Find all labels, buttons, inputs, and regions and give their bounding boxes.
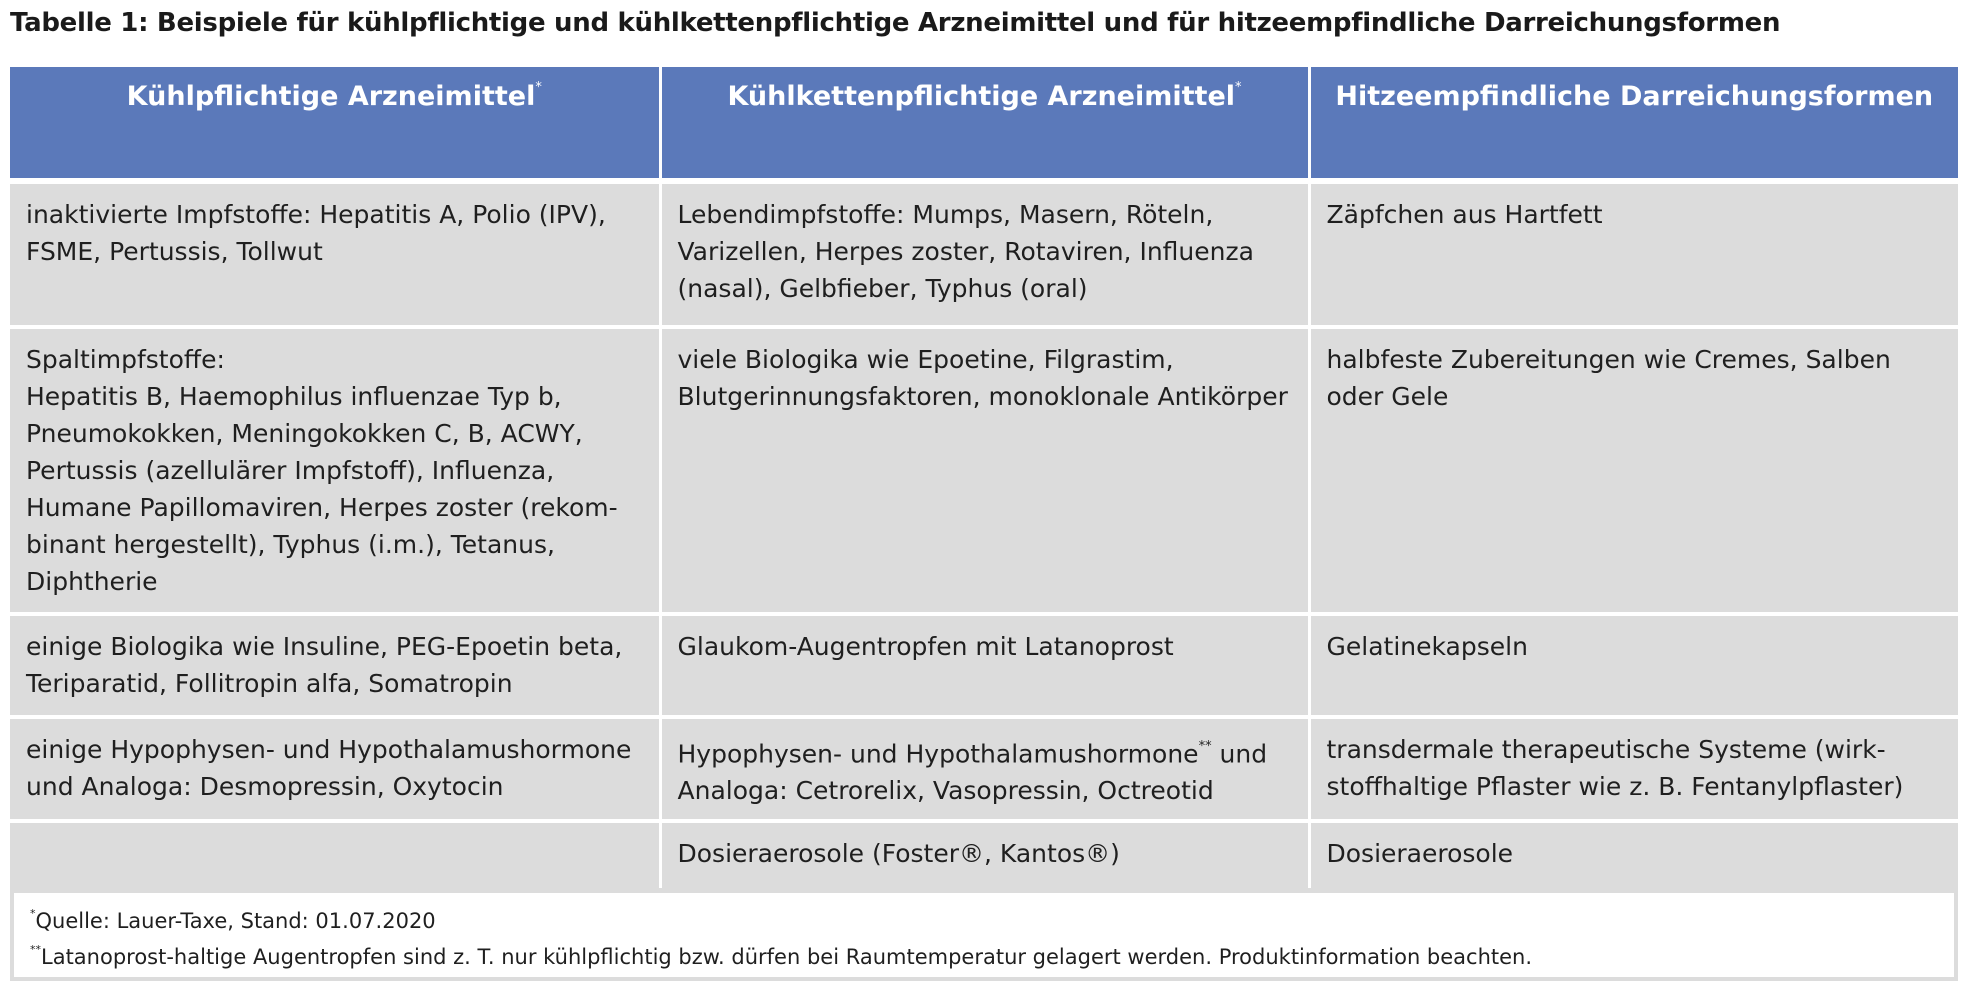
table-row: [10, 327, 1958, 614]
table-cell: Glaukom-Augentropfen mit Latanoprost: [660, 614, 1309, 717]
header-footnote-mark: *: [1235, 80, 1242, 95]
table-cell: inaktivierte Impfstoffe: Hepatitis A, Polio (IPV), FSME, Pertussis, Tollwut: [10, 181, 660, 327]
header-footnote-mark: *: [535, 80, 542, 95]
table-row: [10, 717, 1958, 821]
footnote-mark: *: [30, 907, 36, 920]
table-cell: Lebendimpfstoffe: Mumps, Masern, Röteln, Varizellen, Herpes zoster, Rotaviren, Influenza (nasal), Gelbfieber, Typhus (oral): [660, 181, 1309, 327]
header-hitzeempfindlich: [1309, 67, 1958, 181]
header-kuehlpflichtig: [10, 67, 660, 181]
footnote-mark: **: [30, 943, 41, 956]
table-cell: Zäpfchen aus Hartfett: [1309, 181, 1958, 327]
data-table: [10, 67, 1958, 888]
footnote: [30, 901, 1954, 937]
table-frame: [10, 67, 1958, 981]
table-cell: viele Biologika wie Epoetine, Filgrastim, Blutgerinnungsfaktoren, monoklonale Antikörper: [660, 327, 1309, 614]
header-kuehlkettenpflichtig: [660, 67, 1309, 181]
cell-text: und Analoga: Cetrorelix, Vasopressin, Octreotid: [677, 739, 1268, 806]
cell-text: Hypophysen- und Hypothalamushormone: [677, 739, 1199, 769]
table-cell: Dosieraerosole (Foster®, Kantos®): [660, 821, 1309, 888]
header-label: Kühlpflichtige Arzneimittel: [126, 81, 536, 112]
table-row: [10, 821, 1958, 888]
footnote: [30, 937, 1954, 973]
table-cell: einige Hypophysen- und Hypothalamushormone und Analoga: Desmopressin, Oxytocin: [10, 717, 660, 821]
footnote-text: Latanoprost-haltige Augentropfen sind z. T. nur kühlpflichtig bzw. dürfen bei Raumtemperatur gelagert werden. Produktinformation beachten.: [41, 945, 1533, 969]
table-row: [10, 614, 1958, 717]
table-cell: halbfeste Zubereitungen wie Cremes, Salben oder Gele: [1309, 327, 1958, 614]
footnotes: [10, 889, 1958, 981]
header-label: Kühlkettenpflichtige Arzneimittel: [727, 81, 1236, 112]
cell-lead-text: Spaltimpfstoffe:: [26, 345, 225, 374]
table-cell: Gelatinekapseln: [1309, 614, 1958, 717]
table-cell: [660, 717, 1309, 821]
table-cell: [10, 821, 660, 888]
table-row: [10, 181, 1958, 327]
cell-text: Hepatitis B, Haemophilus influenzae Typ b, Pneumokokken, Meningokokken C, B, ACWY, Pertussis (azellulärer Impfstoff), Influenza, Humane Papillomaviren, Herpes zoster (rekombinant hergestellt), Typhus (i.m.), Tetanus, Diphtherie: [26, 382, 618, 596]
table-cell: [10, 327, 660, 614]
table-cell: einige Biologika wie Insuline, PEG-Epoetin beta, Teriparatid, Follitropin alfa, Somatropin: [10, 614, 660, 717]
table-header-row: [10, 67, 1958, 181]
header-label: Hitzeempfindliche Darreichungsformen: [1335, 81, 1934, 112]
footnote-text: Quelle: Lauer-Taxe, Stand: 01.07.2020: [35, 909, 436, 933]
cell-footnote-mark: **: [1198, 739, 1212, 754]
table-cell: transdermale therapeutische Systeme (wirkstoffhaltige Pflaster wie z. B. Fentanylpflaster): [1309, 717, 1958, 821]
table-cell: Dosieraerosole: [1309, 821, 1958, 888]
table-title: Tabelle 1: Beispiele für kühlpflichtige und kühlkettenpflichtige Arzneimittel und für hitzeempfindliche Darreichungsformen: [10, 8, 1781, 38]
